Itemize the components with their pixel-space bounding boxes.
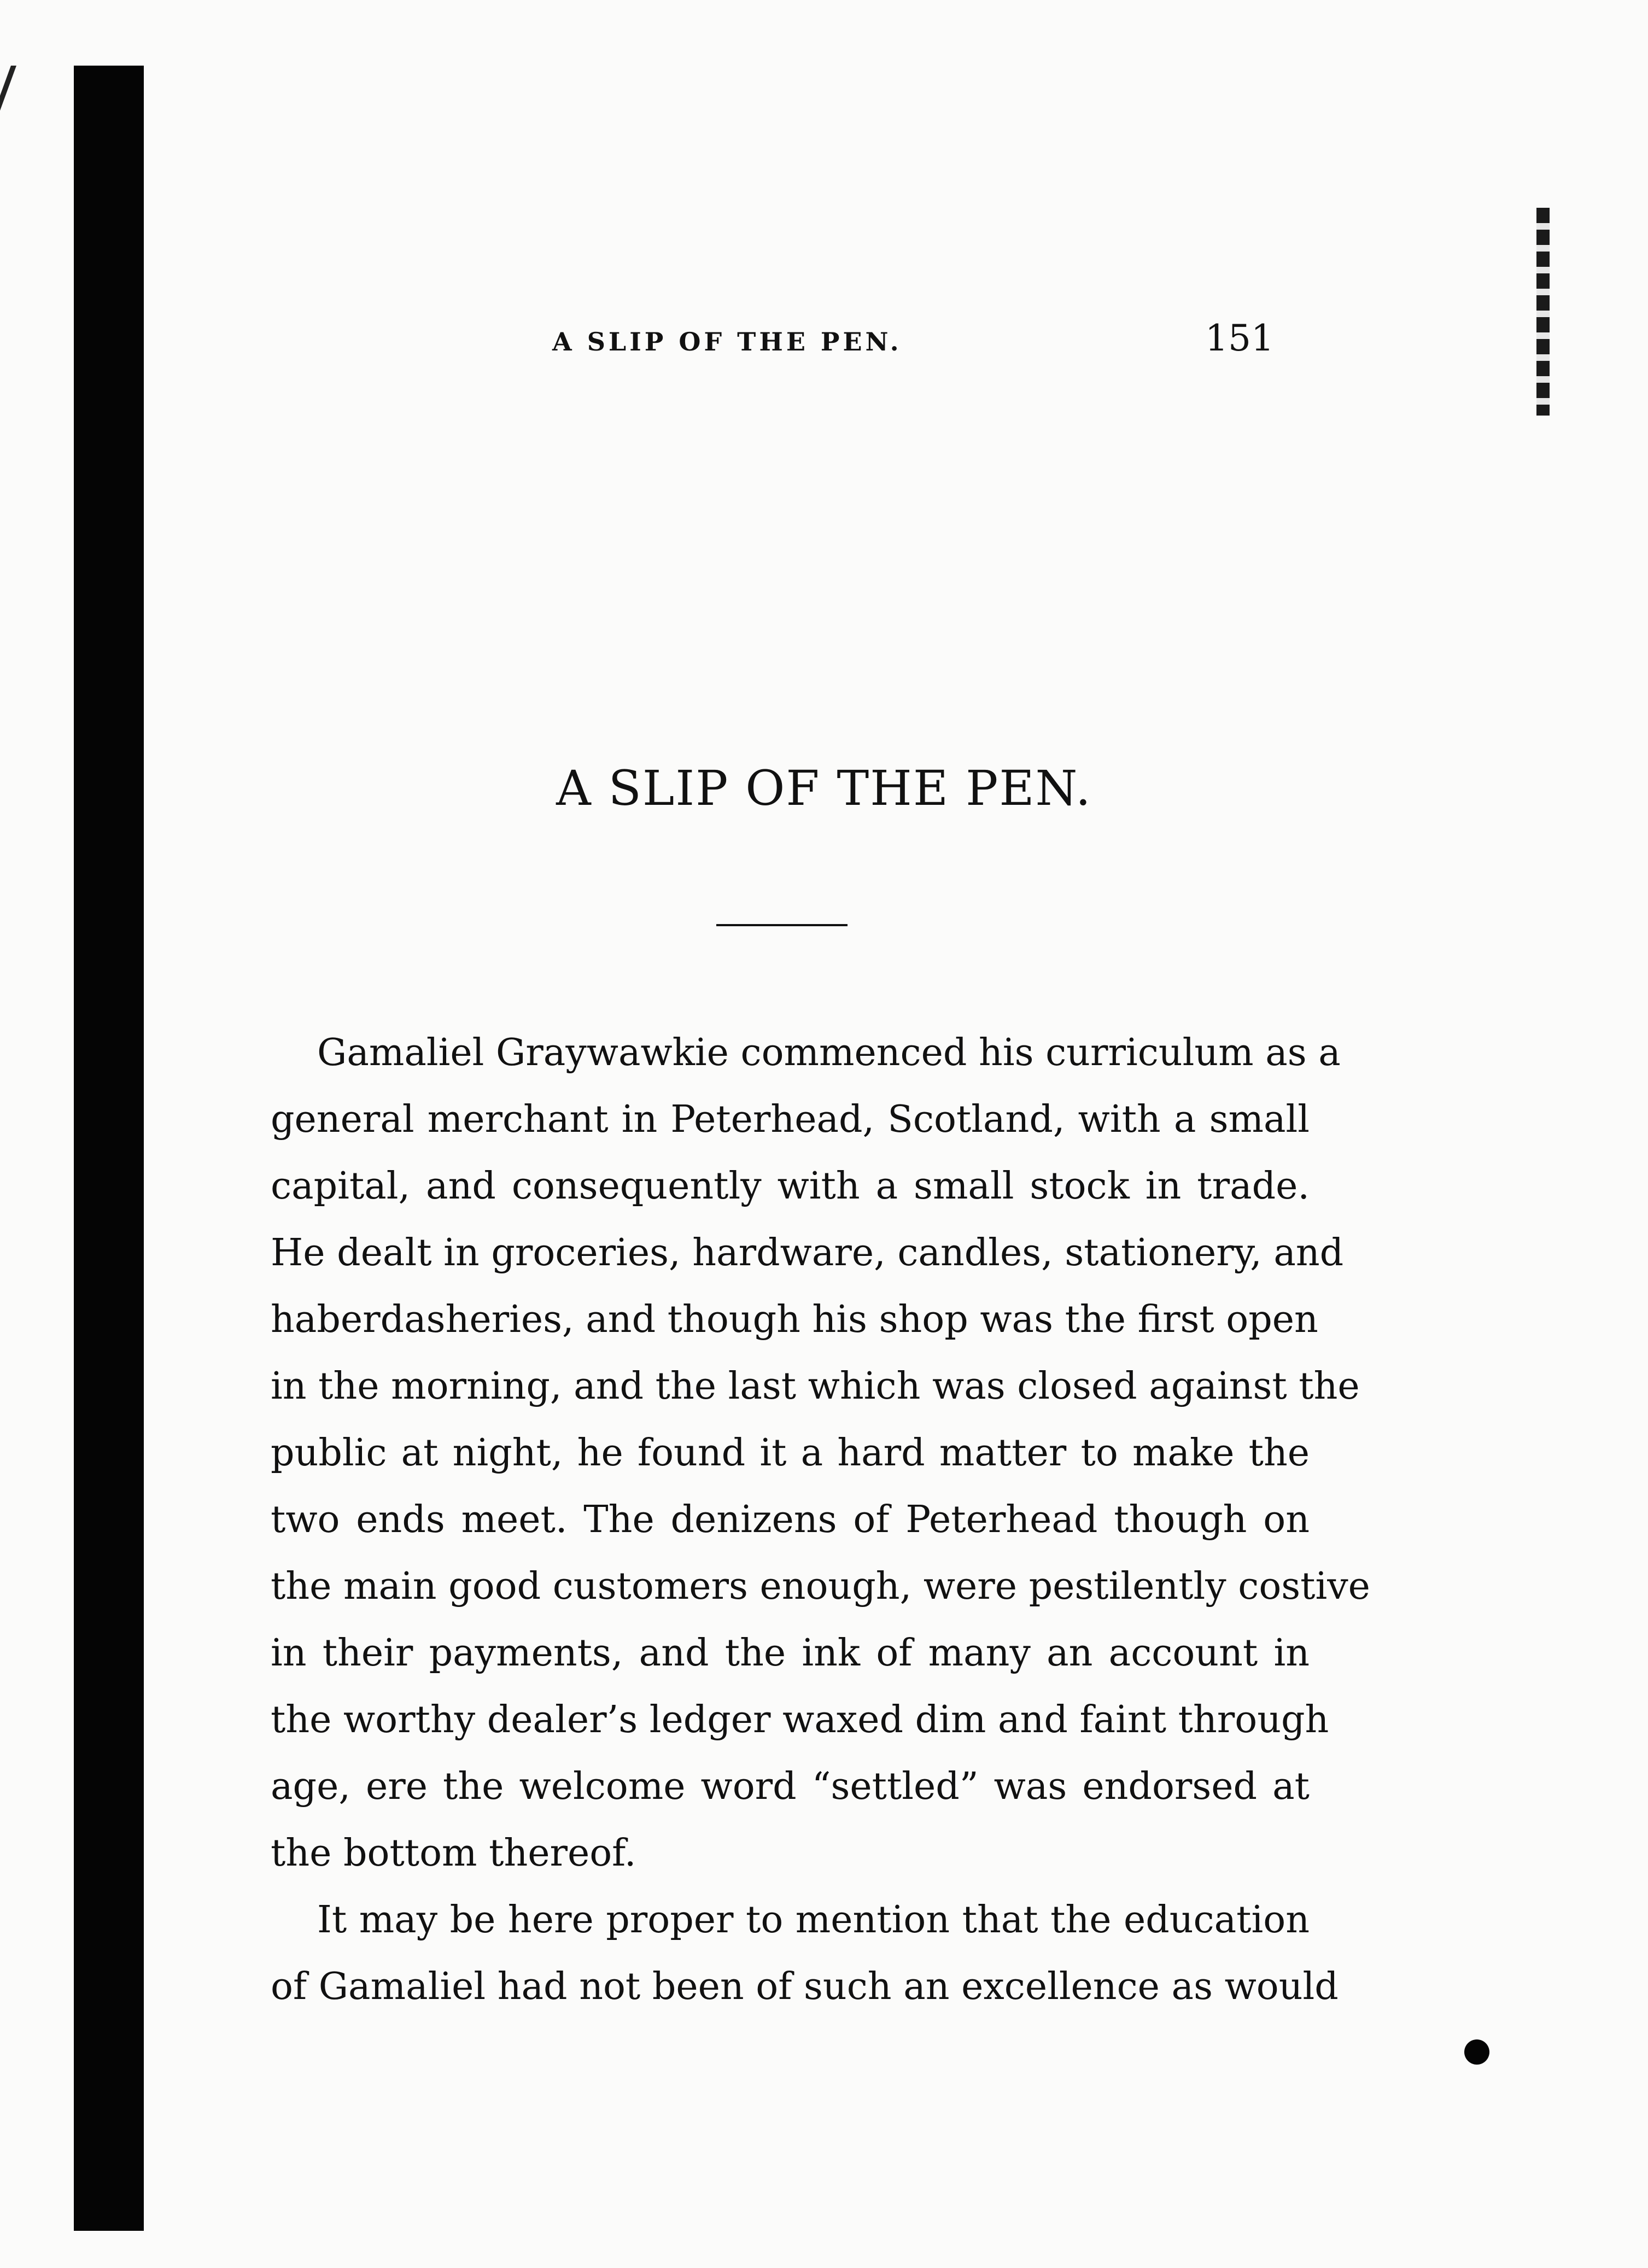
text-line: the bottom thereof. [271, 1832, 636, 1875]
text-line: It may be here proper to mention that the education [317, 1898, 1310, 1942]
text-line: the main good customers enough, were pestilently costive [271, 1565, 1370, 1608]
text-line: two ends meet. The denizens of Peterhead though on [271, 1498, 1310, 1541]
text-line: general merchant in Peterhead, Scotland, with a small [271, 1098, 1310, 1141]
binding-shadow [74, 66, 144, 2231]
text-line: Gamaliel Graywawkie commenced his curriculum as a [317, 1031, 1341, 1074]
text-line: in the morning, and the last which was closed against the [271, 1365, 1360, 1408]
ink-spot [1464, 2039, 1489, 2065]
text-line: of Gamaliel had not been of such an excellence as would [271, 1965, 1339, 2008]
page-edge-marks [1536, 208, 1550, 416]
text-line: in their payments, and the ink of many an account in [271, 1632, 1310, 1675]
text-line: the worthy dealer’s ledger waxed dim and faint through [271, 1698, 1329, 1741]
chapter-title: A SLIP OF THE PEN. [556, 760, 1092, 816]
running-head [552, 317, 1274, 361]
margin-mark [0, 66, 16, 169]
page-number: 151 [1205, 317, 1274, 359]
text-line: public at night, he found it a hard matter to make the [271, 1431, 1310, 1475]
text-line: capital, and consequently with a small stock in trade. [271, 1165, 1310, 1208]
text-line: age, ere the welcome word “settled” was endorsed at [271, 1765, 1310, 1808]
text-line: haberdasheries, and though his shop was the first open [271, 1298, 1318, 1341]
running-title: A SLIP OF THE PEN. [552, 327, 902, 356]
title-rule [716, 924, 848, 926]
body-text [271, 1020, 1370, 2020]
text-line: He dealt in groceries, hardware, candles, stationery, and [271, 1231, 1344, 1275]
